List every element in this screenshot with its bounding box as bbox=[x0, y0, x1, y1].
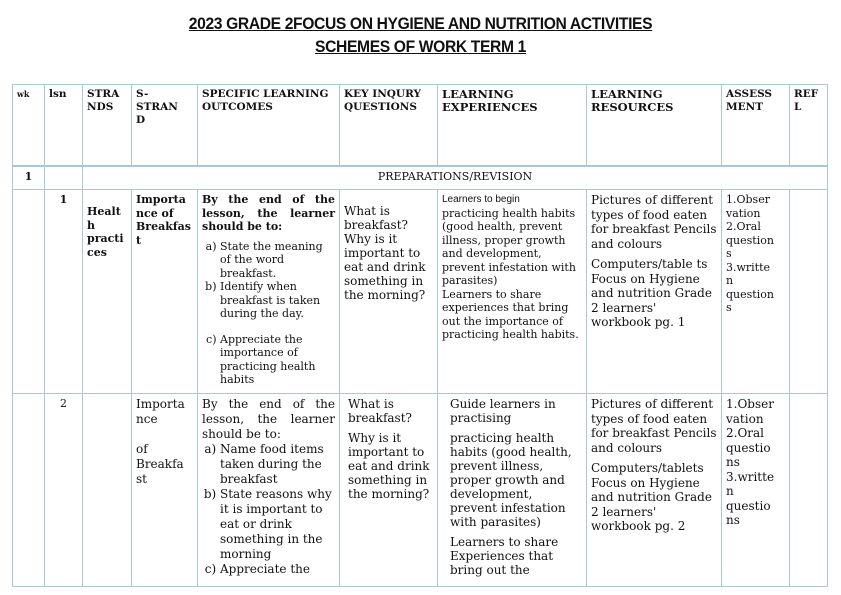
learning-resources bbox=[587, 394, 722, 587]
experience-lead: Learners to begin bbox=[442, 194, 520, 205]
header-experiences: LEARNING EXPERIENCES bbox=[438, 85, 587, 167]
outcome-item: b. Identify when breakfast is taken during the day. bbox=[220, 280, 335, 321]
strand: Healt h practi ces bbox=[83, 190, 132, 394]
reflection bbox=[790, 190, 828, 394]
resource-item: Pictures of different types of food eaten for breakfast Pencils and colours bbox=[591, 193, 717, 251]
header-lsn: lsn bbox=[45, 85, 83, 167]
document-title: 2023 GRADE 2FOCUS ON HYGIENE AND NUTRITION ACTIVITIES bbox=[188, 14, 653, 33]
prep-week: 1 bbox=[13, 166, 45, 190]
question-item: Why is it important to eat and drink something in the morning? bbox=[348, 431, 430, 501]
prep-text: PREPARATIONS/REVISION bbox=[83, 166, 828, 190]
key-questions bbox=[340, 394, 438, 587]
prep-empty-cell bbox=[45, 166, 83, 190]
header-assessment: ASSESS MENT bbox=[722, 85, 790, 167]
resource-item: Pictures of different types of food eaten for breakfast Pencils and colours bbox=[591, 397, 717, 455]
learning-experiences bbox=[438, 190, 587, 394]
outcome-item: c. Appreciate the bbox=[220, 562, 335, 577]
header-wk: wk bbox=[13, 85, 45, 167]
header-sub-strand: S- STRAN D bbox=[132, 85, 198, 167]
schemes-of-work-table bbox=[12, 84, 828, 587]
experience-item: practicing health habits (good health, prevent illness, proper growth and development, prevent infestation with parasites) bbox=[442, 206, 576, 287]
header-strands: STRA NDS bbox=[83, 85, 132, 167]
header-outcomes: SPECIFIC LEARNING OUTCOMES bbox=[198, 85, 340, 167]
experience-item: Learners to share experiences that bring out the importance of practicing health habits. bbox=[442, 287, 579, 341]
resource-item: Computers/tablets Focus on Hygiene and nutrition Grade 2 learners' workbook pg. 2 bbox=[591, 461, 712, 533]
learning-outcomes bbox=[198, 190, 340, 394]
learning-experiences bbox=[438, 394, 587, 587]
table-row bbox=[13, 394, 828, 587]
experience-item: Learners to share Experiences that bring out the bbox=[450, 535, 559, 577]
outcomes-intro: By the end of the lesson, the learner should be to: bbox=[202, 193, 335, 233]
document-subtitle: SCHEMES OF WORK TERM 1 bbox=[315, 37, 526, 56]
key-questions: What is breakfast? Why is it important to eat and drink something in the morning? bbox=[340, 190, 438, 394]
assessment: 1.Obser vation 2.Oral question s 3.writte n question s bbox=[722, 190, 790, 394]
table-row bbox=[13, 190, 828, 394]
week-cell bbox=[13, 190, 45, 394]
assessment: 1.Obser vation 2.Oral questio ns 3.writte n questio ns bbox=[722, 394, 790, 587]
outcome-item: c. Appreciate the importance of practicing health habits bbox=[220, 333, 335, 387]
strand bbox=[83, 394, 132, 587]
header-resources: LEARNING RESOURCES bbox=[587, 85, 722, 167]
outcome-item: a. Name food items taken during the breakfast bbox=[220, 442, 335, 487]
learning-resources bbox=[587, 190, 722, 394]
experience-item: Guide learners in practising bbox=[450, 397, 556, 425]
outcome-item: a. State the meaning of the word breakfast. bbox=[220, 240, 335, 281]
question-item: What is breakfast? bbox=[348, 397, 412, 425]
header-questions: KEY INQURY QUESTIONS bbox=[340, 85, 438, 167]
sub-strand: Importa nce of Breakfas t bbox=[132, 190, 198, 394]
lesson-number: 1 bbox=[45, 190, 83, 394]
preparation-row bbox=[13, 166, 828, 190]
header-refl: REF L bbox=[790, 85, 828, 167]
sub-strand: Importa nce of Breakfa st bbox=[132, 394, 198, 587]
reflection bbox=[790, 394, 828, 587]
week-cell bbox=[13, 394, 45, 587]
lesson-number: 2 bbox=[45, 394, 83, 587]
header-row bbox=[13, 85, 828, 167]
learning-outcomes bbox=[198, 394, 340, 587]
outcomes-intro: By the end of the lesson, the learner should be to: bbox=[202, 397, 335, 441]
resource-item: Computers/table ts Focus on Hygiene and nutrition Grade 2 learners' workbook pg. 1 bbox=[591, 257, 712, 329]
outcome-item: b. State reasons why it is important to eat or drink something in the morning bbox=[220, 487, 335, 562]
experience-item: practicing health habits (good health, prevent illness, proper growth and development, prevent infestation with parasites) bbox=[450, 431, 572, 529]
